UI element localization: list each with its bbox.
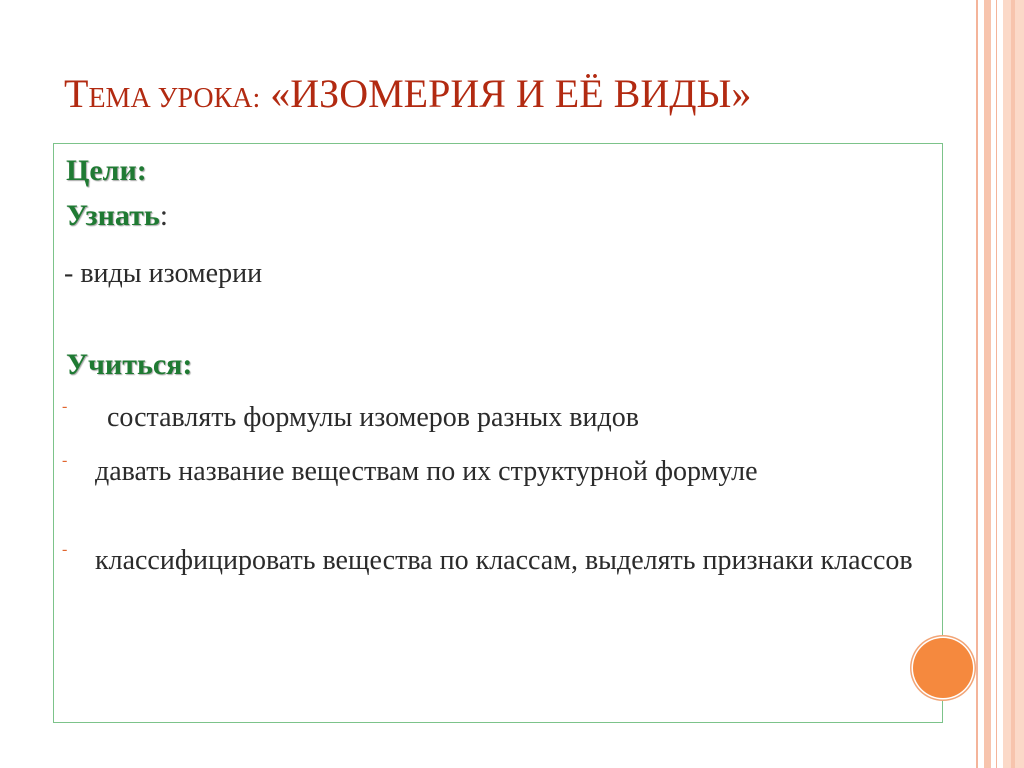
list-item-text: составлять формулы изомеров разных видов bbox=[107, 402, 639, 433]
slide-title bbox=[64, 70, 944, 117]
study-heading: Учиться: bbox=[66, 348, 193, 381]
bullet-dash-icon: - bbox=[62, 452, 68, 469]
bullet-dash-icon: - bbox=[62, 398, 68, 415]
title-first-letter: Т bbox=[64, 71, 89, 116]
list-item-text: давать название веществам по их структурной формуле bbox=[95, 456, 758, 487]
content-box bbox=[53, 143, 943, 723]
decor-circle-icon bbox=[913, 638, 973, 698]
decor-stripe bbox=[1011, 0, 1015, 768]
learn-heading-text: Узнать bbox=[66, 199, 160, 232]
decor-stripe bbox=[976, 0, 978, 768]
title-smallcaps: ЕМА УРОКА: bbox=[88, 83, 261, 114]
title-topic: «ИЗОМЕРИЯ И ЕЁ ВИДЫ» bbox=[260, 71, 752, 116]
learn-heading-colon: : bbox=[159, 199, 169, 232]
decor-stripe bbox=[996, 0, 997, 768]
list-item-text: классифицировать вещества по классам, выделять признаки классов bbox=[95, 545, 913, 576]
bullet-dash-icon: - bbox=[62, 541, 68, 558]
goals-heading: Цели: bbox=[66, 154, 147, 187]
decor-stripe bbox=[984, 0, 991, 768]
learn-item: - виды изомерии bbox=[64, 258, 263, 289]
learn-heading bbox=[66, 199, 168, 233]
